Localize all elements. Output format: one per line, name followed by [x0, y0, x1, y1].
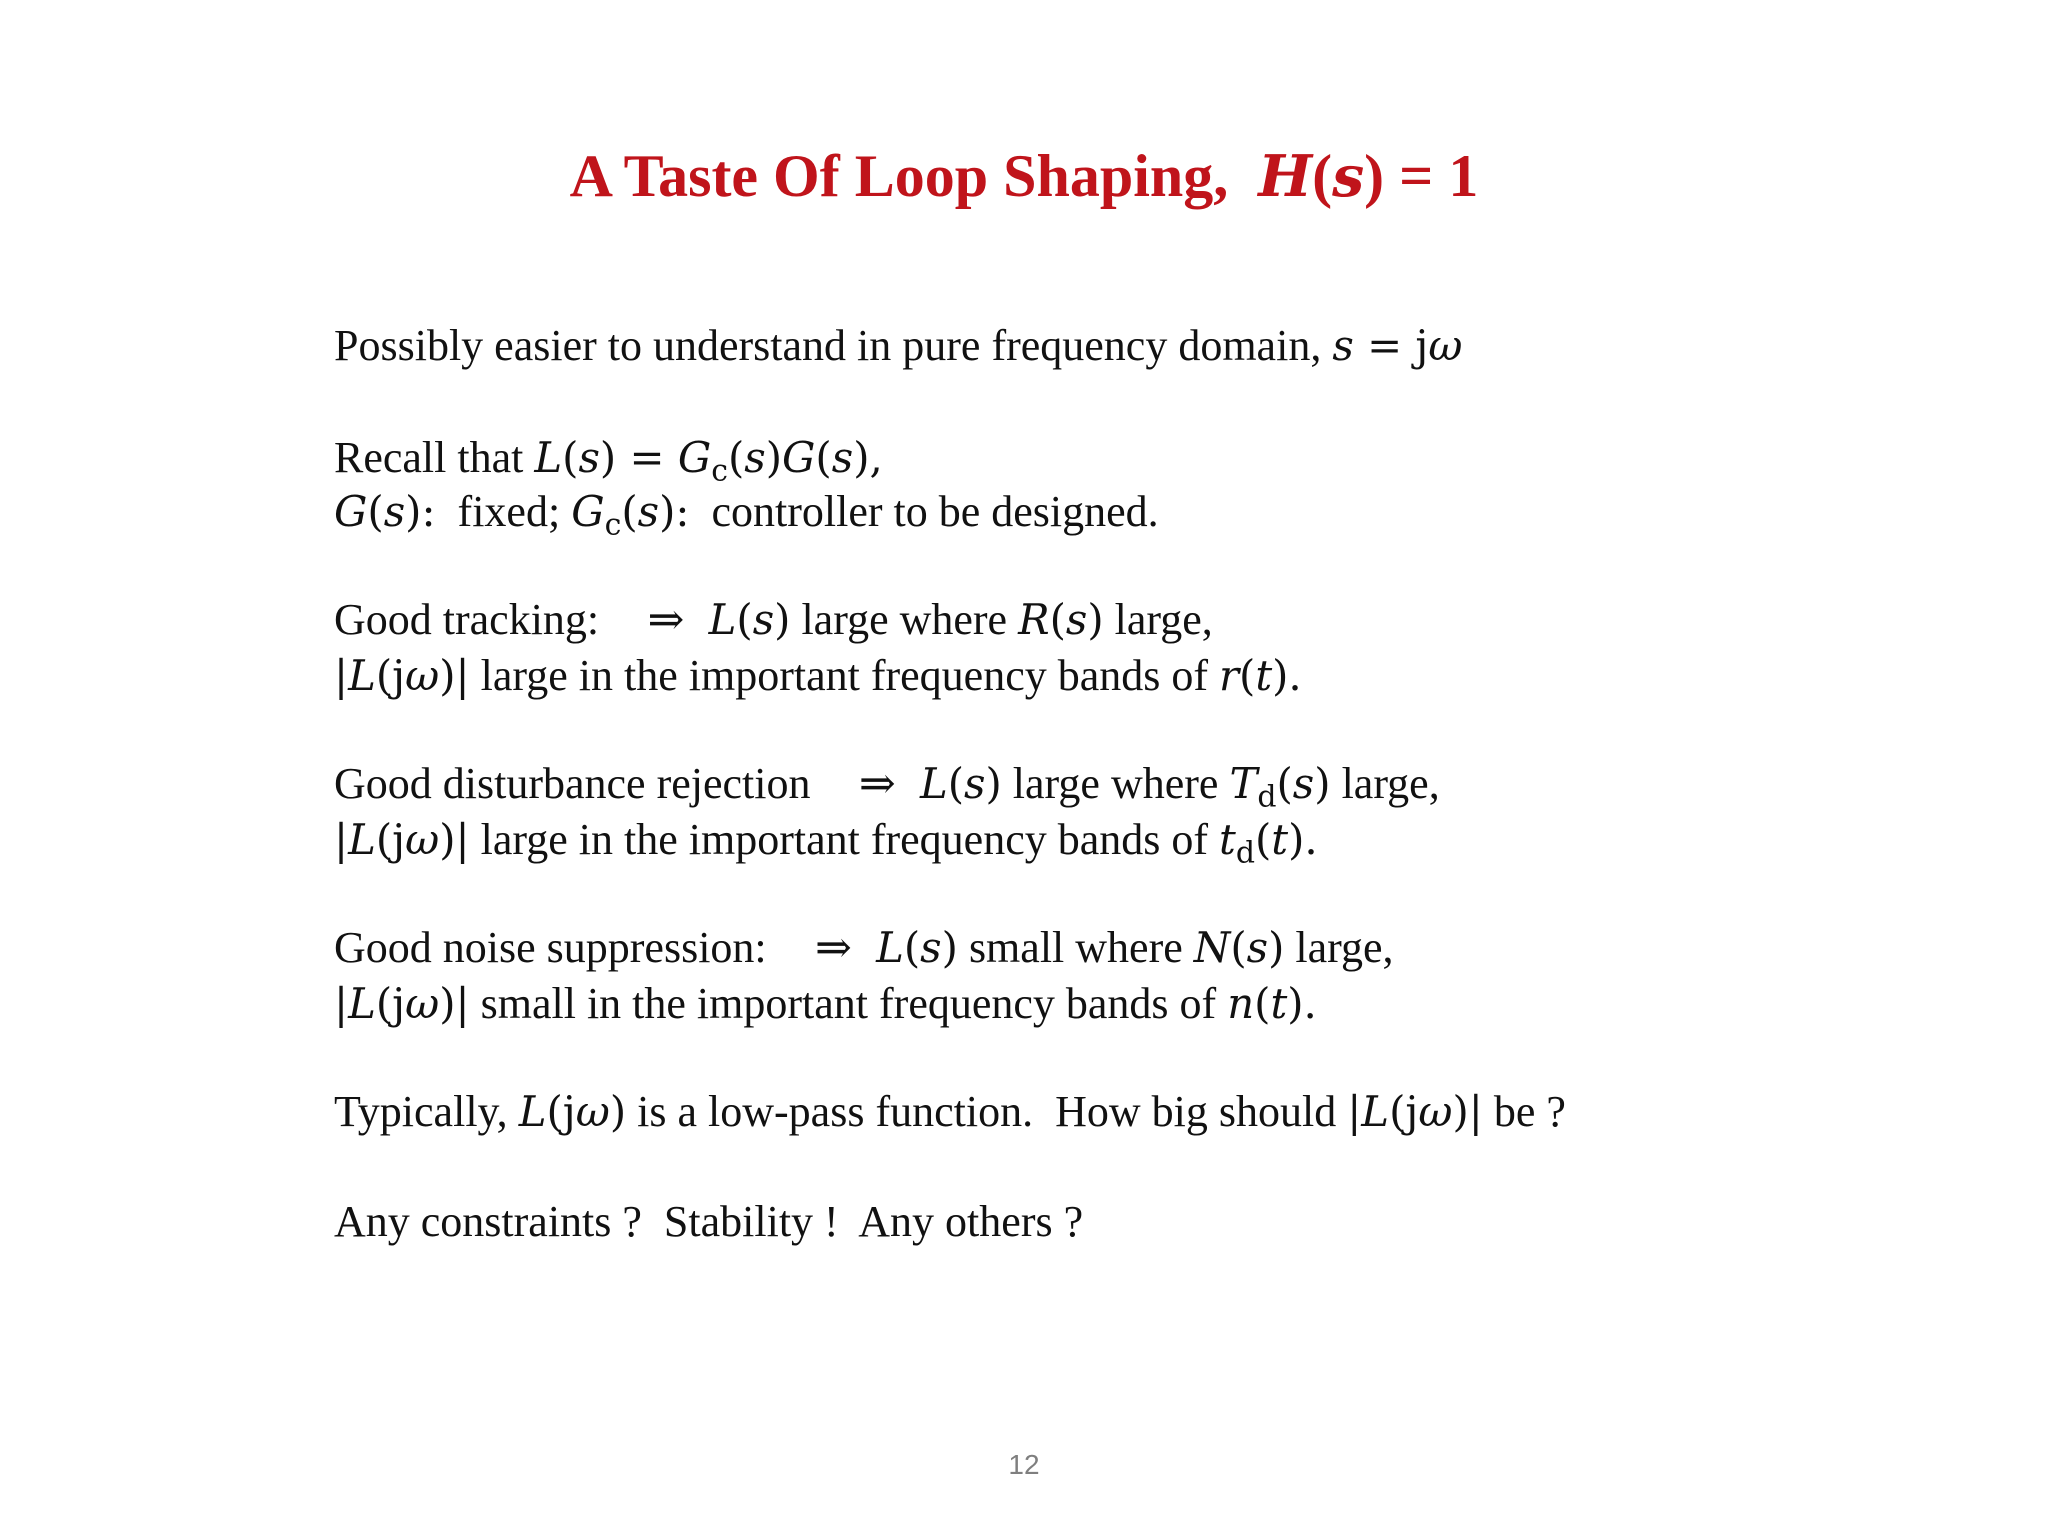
math-op: )| — [439, 979, 470, 1028]
math-var: ω — [575, 1087, 610, 1136]
text: Good noise suppression: — [334, 923, 767, 972]
math-var: L — [919, 759, 948, 808]
text: large, — [1284, 923, 1394, 972]
line-low-pass — [334, 1084, 1566, 1140]
math-op: ( — [562, 433, 579, 482]
math-var: ω — [405, 651, 440, 700]
math-var: ω — [1428, 321, 1463, 370]
math-var: t — [1270, 979, 1288, 1028]
line-constraints — [334, 1194, 1083, 1250]
math-op: (j — [1389, 1087, 1419, 1136]
line-tracking-bands — [334, 648, 1302, 704]
math-var: n — [1227, 979, 1255, 1028]
text: large in the important frequency bands of — [469, 651, 1220, 700]
math-var: T — [1229, 759, 1258, 808]
math-op: ). — [1288, 815, 1318, 864]
slide-title — [0, 134, 2048, 219]
math-op: )| — [439, 815, 470, 864]
math-op: ) — [1268, 923, 1285, 972]
math-op: (j — [375, 979, 406, 1028]
math-op: ( — [903, 923, 921, 972]
math-var: s — [637, 487, 660, 536]
title-math-lparen: ( — [1312, 143, 1333, 209]
math-var: s — [1292, 759, 1315, 808]
line-good-tracking — [334, 592, 1213, 648]
math-op: ( — [1254, 979, 1271, 1028]
text: small where — [957, 923, 1194, 972]
math-op: ( — [727, 433, 745, 482]
math-var: G — [677, 433, 712, 482]
math-op: ): — [659, 487, 690, 536]
text: large in the important frequency bands of — [469, 815, 1220, 864]
math-var: L — [518, 1087, 547, 1136]
math-var: ω — [405, 979, 440, 1028]
math-subscript: c — [711, 453, 728, 489]
text: large where — [790, 595, 1019, 644]
math-op: ) — [985, 759, 1002, 808]
math-op: ( — [1276, 759, 1293, 808]
math-var: s — [920, 923, 942, 972]
math-op: )| — [439, 651, 470, 700]
line-noise-suppression — [334, 920, 1394, 976]
title-math-s: s — [1332, 143, 1365, 210]
math-subscript: d — [1257, 779, 1277, 815]
math-op: ) = — [599, 433, 678, 482]
math-var: s — [578, 433, 600, 482]
title-math-rparen: ) — [1364, 143, 1385, 209]
text: large, — [1103, 595, 1213, 644]
math-op: ) — [774, 595, 791, 644]
math-op: (j — [375, 815, 406, 864]
math-op: ( — [1230, 923, 1247, 972]
math-subscript: d — [1235, 835, 1255, 871]
math-op: ) — [609, 1087, 627, 1136]
text: small in the important frequency bands of — [469, 979, 1228, 1028]
math-op: )| — [1452, 1087, 1483, 1136]
implies-icon: ⇒ — [815, 923, 852, 972]
math-op: ) — [765, 433, 783, 482]
math-var: ω — [405, 815, 440, 864]
math-var: s — [964, 759, 986, 808]
implies-icon: ⇒ — [647, 595, 685, 644]
title-text: A Taste Of Loop Shaping, — [569, 143, 1229, 209]
page-number: 12 — [1008, 1449, 1040, 1480]
math-op: (j — [546, 1087, 576, 1136]
math-op: | — [334, 979, 349, 1028]
math-var: L — [348, 979, 376, 1028]
title-math-equals: = 1 — [1384, 143, 1479, 209]
math-op: ) — [1314, 759, 1331, 808]
math-var: L — [1361, 1087, 1390, 1136]
math-op: ). — [1272, 651, 1302, 700]
math-op: ( — [1254, 815, 1272, 864]
line-disturbance-bands — [334, 812, 1318, 881]
text: fixed; — [435, 487, 572, 536]
math-op: | — [334, 651, 349, 700]
math-var: G — [782, 433, 816, 482]
math-op: ( — [736, 595, 753, 644]
math-var: t — [1255, 651, 1273, 700]
math-var: ω — [1418, 1087, 1453, 1136]
math-var: t — [1219, 815, 1236, 864]
implies-icon: ⇒ — [858, 759, 896, 808]
math-var: L — [348, 815, 376, 864]
math-var: L — [708, 595, 737, 644]
math-var: L — [534, 433, 563, 482]
math-var: L — [348, 651, 376, 700]
text: Recall that — [334, 433, 535, 482]
math-var: s — [831, 433, 854, 482]
math-op: ( — [947, 759, 965, 808]
text: controller to be designed. — [689, 487, 1159, 536]
text: large where — [1001, 759, 1230, 808]
math-op: (j — [375, 651, 406, 700]
text: Possibly easier to understand in pure frequency domain, — [334, 321, 1333, 370]
math-var: s — [1332, 321, 1354, 370]
math-var: t — [1271, 815, 1289, 864]
math-op: | — [334, 815, 349, 864]
math-var: L — [876, 923, 904, 972]
line-frequency-domain — [334, 318, 1462, 374]
math-op: ( — [1239, 651, 1256, 700]
text: Typically, — [334, 1087, 519, 1136]
text: Good disturbance rejection — [334, 759, 811, 808]
math-op: ( — [1049, 595, 1066, 644]
text: Any constraints ? Stability ! Any others ? — [334, 1197, 1084, 1246]
math-op: ) — [1087, 595, 1104, 644]
text: is a low-pass function. How big should — [626, 1087, 1348, 1136]
math-op: ( — [815, 433, 832, 482]
math-var: G — [571, 487, 605, 536]
math-op: = j — [1353, 321, 1429, 370]
math-var: R — [1018, 595, 1050, 644]
title-math-h: H — [1258, 143, 1313, 210]
math-var: s — [752, 595, 775, 644]
math-var: s — [1246, 923, 1269, 972]
math-var: s — [1065, 595, 1088, 644]
math-var: G — [334, 487, 368, 536]
math-op: | — [1347, 1087, 1362, 1136]
text: Good tracking: — [334, 595, 600, 644]
math-var: s — [744, 433, 766, 482]
math-var: r — [1219, 651, 1240, 700]
math-op: ), — [853, 433, 883, 482]
math-op: ( — [621, 487, 638, 536]
math-op: ): — [405, 487, 436, 536]
line-noise-bands — [334, 976, 1317, 1032]
text: be ? — [1482, 1087, 1566, 1136]
math-var: N — [1193, 923, 1231, 972]
text: large, — [1330, 759, 1440, 808]
math-op: ( — [367, 487, 384, 536]
math-subscript: c — [604, 507, 622, 543]
math-op: ) — [941, 923, 958, 972]
line-fixed-controller — [334, 484, 1159, 553]
math-var: s — [383, 487, 406, 536]
math-op: ). — [1287, 979, 1317, 1028]
